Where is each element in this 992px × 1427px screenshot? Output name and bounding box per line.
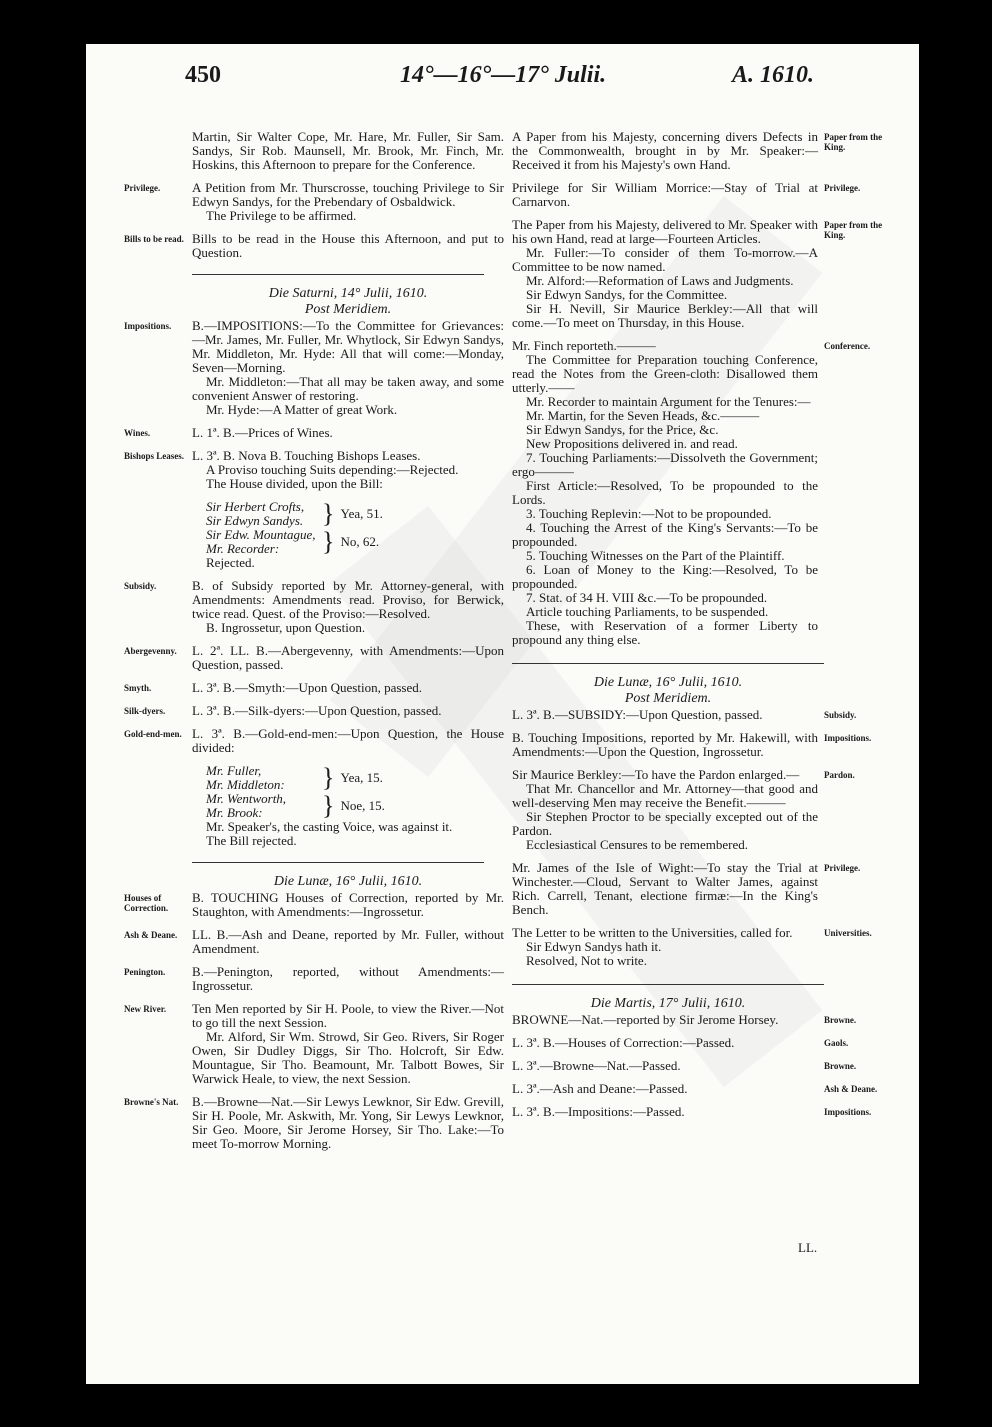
vote-name: Mr. Wentworth, <box>206 791 287 806</box>
division-vote <box>124 500 504 570</box>
text-line: 7. Stat. of 34 H. VIII &c.—To be propounded. <box>526 590 768 605</box>
text-line: B.—Browne—Nat.—Sir Lewys Lewknor, Sir Edw. Grevill, Sir H. Poole, Mr. Askwith, Mr. Yong, Sir Lewys Lewknor, Sir Geo. Moore, Sir Jerome Horsey, Sir Tho. Lake:—To meet To-morrow Morning. <box>192 1094 504 1151</box>
entry <box>512 130 884 172</box>
entry <box>512 218 884 330</box>
margin-note: Penington. <box>124 967 166 977</box>
vote-result: The Bill rejected. <box>206 833 297 848</box>
text-line: Mr. Martin, for the Seven Heads, &c.——— <box>526 408 760 423</box>
entry-text <box>192 130 504 172</box>
margin-note: Impositions. <box>824 1107 872 1117</box>
entry-text <box>512 181 818 209</box>
text-line: BROWNE—Nat.—reported by Sir Jerome Horsey. <box>512 1012 779 1027</box>
text-line: A Proviso touching Suits depending:—Rejected. <box>206 462 459 477</box>
entry-text <box>192 319 504 417</box>
entry-text <box>192 928 504 956</box>
margin-note: Privilege. <box>824 863 861 873</box>
right-column <box>512 130 884 1128</box>
day-heading: Die Lunæ, 16° Julii, 1610. <box>593 675 743 690</box>
vote-row <box>192 500 504 528</box>
left-column <box>124 130 504 1160</box>
text-line: Mr. Finch reporteth.——— <box>512 338 656 353</box>
entry-text <box>512 339 818 647</box>
text-line: The House divided, upon the Bill: <box>206 476 383 491</box>
brace: } <box>322 527 335 556</box>
margin-note: Pardon. <box>824 770 855 780</box>
entry <box>124 727 504 755</box>
text-line: B. Ingrossetur, upon Question. <box>206 620 366 635</box>
text-line: These, with Reservation of a former Liberty to propound any thing else. <box>512 618 818 647</box>
margin-note: Bills to be read. <box>124 234 184 244</box>
header-dates: 14°—16°—17° Julii. <box>400 62 607 88</box>
text-line: New Propositions delivered in. and read. <box>526 436 738 451</box>
text-line: B. of Subsidy reported by Mr. Attorney-general, with Amendments: Amendments read. Proviso, for Berwick, twice read. Quest. of the Proviso:—Resolved. <box>192 578 504 621</box>
margin-note: Gaols. <box>824 1038 849 1048</box>
text-line: Mr. Hyde:—A Matter of great Work. <box>206 402 398 417</box>
entry <box>124 426 504 440</box>
text-line: LL. B.—Ash and Deane, reported by Mr. Fuller, without Amendment. <box>192 927 504 956</box>
text-line: Martin, Sir Walter Cope, Mr. Hare, Mr. Fuller, Sir Sam. Sandys, Sir Rob. Maunsell, Mr. Brook, Mr. Finch, Mr. Hoskins, this Afternoon to prepare for the Conference. <box>192 129 504 172</box>
entry <box>124 965 504 993</box>
text-line: L. 3ª. B.—Impositions:—Passed. <box>512 1104 685 1119</box>
margin-note: Browne. <box>824 1015 857 1025</box>
entry <box>512 861 884 917</box>
entry <box>512 181 884 209</box>
brace: } <box>322 763 335 792</box>
entry-text <box>512 130 818 172</box>
text-line: 4. Touching the Arrest of the King's Servants:—To be propounded. <box>512 520 818 549</box>
text-line: Mr. Fuller:—To consider of them To-morrow.—A Committee to be now named. <box>512 245 818 274</box>
entry-text <box>192 181 504 223</box>
margin-note: Bishops Leases. <box>124 451 185 461</box>
entry-text <box>192 426 504 440</box>
margin-note: Browne's Nat. <box>124 1097 179 1107</box>
text-line: Resolved, Not to write. <box>526 953 647 968</box>
text-line: Mr. Middleton:—That all may be taken away, and some convenient Answer of restoring. <box>192 374 504 403</box>
vote-row <box>192 764 504 792</box>
brace: } <box>322 791 335 820</box>
entry-text <box>192 965 504 993</box>
entry-text <box>192 891 504 919</box>
entry-text <box>512 708 818 722</box>
text-line: L. 2ª. LL. B.—Abergevenny, with Amendments:—Upon Question, passed. <box>192 643 504 672</box>
vote-name: Mr. Brook: <box>206 805 263 820</box>
margin-note: Abergevenny. <box>124 646 177 656</box>
vote-name: Sir Herbert Crofts, <box>206 499 305 514</box>
catchword: LL. <box>798 1240 818 1255</box>
vote-count: Yea, 51. <box>340 506 383 521</box>
text-line: 6. Loan of Money to the King:—Resolved, To be propounded. <box>512 562 818 591</box>
text-line: Article touching Parliaments, to be suspended. <box>526 604 769 619</box>
section-rule <box>192 862 484 863</box>
vote-names <box>206 528 316 556</box>
text-line: B.—Penington, reported, without Amendments:—Ingrossetur. <box>192 964 504 993</box>
entry <box>124 319 504 417</box>
margin-note <box>124 130 192 172</box>
text-line: 7. Touching Parliaments:—Dissolveth the Government; ergo——— <box>512 450 818 479</box>
margin-note: Smyth. <box>124 683 152 693</box>
text-line: Sir Edwyn Sandys hath it. <box>526 939 662 954</box>
entry <box>124 181 504 223</box>
division-vote <box>124 764 504 848</box>
vote-row <box>192 792 504 820</box>
vote-name: Sir Edwyn Sandys. <box>206 513 304 528</box>
entry <box>512 768 884 852</box>
text-line: The Letter to be written to the Universities, called for. <box>512 925 793 940</box>
entry-text <box>512 926 818 968</box>
entry <box>512 731 884 759</box>
entry <box>124 130 504 172</box>
vote-count: Noe, 15. <box>340 798 385 813</box>
entry <box>512 1082 884 1096</box>
text-line: 5. Touching Witnesses on the Part of the Plaintiff. <box>526 548 785 563</box>
text-line: A Petition from Mr. Thurscrosse, touching Privilege to Sir Edwyn Sandys, for the Prebendary of Osbaldwick. <box>192 180 504 209</box>
vote-names <box>206 792 316 820</box>
entry-text <box>192 232 504 260</box>
entry <box>124 1002 504 1086</box>
entry-text <box>192 727 504 755</box>
margin-note: Gold-end-men. <box>124 729 182 739</box>
margin-note: Ash & Deane. <box>824 1084 878 1094</box>
text-line: L. 3ª. B.—Gold-end-men:—Upon Question, the House divided: <box>192 726 504 755</box>
text-line: Ten Men reported by Sir H. Poole, to view the River.—Not to go till the next Session. <box>192 1001 504 1030</box>
entry <box>124 644 504 672</box>
vote-name: Mr. Recorder: <box>206 541 280 556</box>
margin-note: Paper from the King. <box>824 132 883 152</box>
text-line: L. 3ª.—Ash and Deane:—Passed. <box>512 1081 688 1096</box>
text-line: Sir H. Nevill, Sir Maurice Berkley:—All that will come.—To meet on Thursday, in this House. <box>512 301 818 330</box>
day-subheading: Post Meridiem. <box>624 691 712 706</box>
entry-text <box>512 1082 818 1096</box>
text-line: The Paper from his Majesty, delivered to Mr. Speaker with his own Hand, read at large—Fourteen Articles. <box>512 217 818 246</box>
entry-text <box>512 1036 818 1050</box>
text-line: 3. Touching Replevin:—Not to be propounded. <box>526 506 772 521</box>
entry <box>124 579 504 635</box>
text-line: Privilege for Sir William Morrice:—Stay of Trial at Carnarvon. <box>512 180 818 209</box>
brace: } <box>322 499 335 528</box>
entry <box>124 232 504 260</box>
text-line: Mr. Alford:—Reformation of Laws and Judgments. <box>526 273 794 288</box>
text-line: B.—IMPOSITIONS:—To the Committee for Grievances:—Mr. James, Mr. Fuller, Mr. Whytlock, Sir Edwyn Sandys, Mr. Middleton, Mr. Hyde: All that will come:—Monday, Seven—Morning. <box>192 318 504 375</box>
text-line: L. 1ª. B.—Prices of Wines. <box>192 425 333 440</box>
section-rule <box>512 984 824 985</box>
text-line: Bills to be read in the House this Afternoon, and put to Question. <box>192 231 504 260</box>
text-line: L. 3ª. B.—SUBSIDY:—Upon Question, passed. <box>512 707 763 722</box>
day-heading: Die Saturni, 14° Julii, 1610. <box>268 286 428 301</box>
day-heading: Die Martis, 17° Julii, 1610. <box>590 996 746 1011</box>
vote-names <box>206 764 316 792</box>
margin-note: Silk-dyers. <box>124 706 166 716</box>
margin-note: Houses of Correction. <box>124 893 169 913</box>
text-line: Mr. James of the Isle of Wight:—To stay the Trial at Winchester.—Cloud, Servant to Walter James, against Rich. Carrell, Tenant, electione firmæ:—In the King's Bench. <box>512 860 818 917</box>
day-heading: Die Lunæ, 16° Julii, 1610. <box>273 874 423 889</box>
entry-text <box>512 1059 818 1073</box>
vote-result: Rejected. <box>206 555 255 570</box>
text-line: Sir Stephen Proctor to be specially excepted out of the Pardon. <box>512 809 818 838</box>
margin-note: Subsidy. <box>124 581 157 591</box>
entry-text <box>512 1013 818 1027</box>
entry <box>124 891 504 919</box>
text-line: Mr. Recorder to maintain Argument for the Tenures:— <box>526 394 811 409</box>
entry-text <box>192 644 504 672</box>
text-line: First Article:—Resolved, To be propounded to the Lords. <box>512 478 818 507</box>
margin-note: Universities. <box>824 928 872 938</box>
entry <box>512 1105 884 1119</box>
entry <box>124 449 504 491</box>
entry-text <box>512 731 818 759</box>
entry <box>124 1095 504 1151</box>
text-line: L. 3ª. B.—Silk-dyers:—Upon Question, passed. <box>192 703 442 718</box>
entry-text <box>192 681 504 695</box>
text-line: The Committee for Preparation touching Conference, read the Notes from the Green-cloth: Disallowed them utterly.—— <box>512 352 818 395</box>
text-line: L. 3ª. B.—Smyth:—Upon Question, passed. <box>192 680 423 695</box>
day-subheading: Post Meridiem. <box>304 302 392 317</box>
page-number: 450 <box>185 62 221 88</box>
margin-note: Ash & Deane. <box>124 930 178 940</box>
entry <box>512 1059 884 1073</box>
header-year: A. 1610. <box>732 62 815 88</box>
vote-names <box>206 500 316 528</box>
margin-note: Privilege. <box>124 183 161 193</box>
vote-name: Mr. Middleton: <box>206 777 285 792</box>
entry-text <box>192 1002 504 1086</box>
entry <box>512 708 884 722</box>
margin-note: Conference. <box>824 341 871 351</box>
text-line: B. Touching Impositions, reported by Mr. Hakewill, with Amendments:—Upon the Question, Ingrossetur. <box>512 730 818 759</box>
margin-note: Privilege. <box>824 183 861 193</box>
entry-text <box>192 1095 504 1151</box>
section-rule <box>192 274 484 275</box>
margin-note: Browne. <box>824 1061 857 1071</box>
entry-text <box>192 579 504 635</box>
entry <box>124 704 504 718</box>
text-line: The Privilege to be affirmed. <box>206 208 357 223</box>
vote-result: Mr. Speaker's, the casting Voice, was against it. <box>206 819 453 834</box>
vote-name: Sir Edw. Mountague, <box>206 527 316 542</box>
text-line: L. 3ª. B. Nova B. Touching Bishops Leases. <box>192 448 421 463</box>
margin-note: Wines. <box>124 428 151 438</box>
entry <box>512 926 884 968</box>
text-line: L. 3ª.—Browne—Nat.—Passed. <box>512 1058 681 1073</box>
entry <box>512 1036 884 1050</box>
vote-count: Yea, 15. <box>340 770 383 785</box>
text-line: Mr. Alford, Sir Wm. Strowd, Sir Geo. Rivers, Sir Roger Owen, Sir Dudley Diggs, Sir Tho. Holcroft, Sir Edw. Mountague, Sir Tho. Beamount, Mr. Talbott Bowes, Sir Warwick Heale, to view, the next Session. <box>192 1029 504 1086</box>
vote-count: No, 62. <box>340 534 380 549</box>
text-line: Sir Edwyn Sandys, for the Committee. <box>526 287 728 302</box>
margin-note: New River. <box>124 1004 167 1014</box>
entry-text <box>192 704 504 718</box>
section-rule <box>512 663 824 664</box>
entry <box>124 681 504 695</box>
entry <box>512 339 884 647</box>
text-line: Ecclesiastical Censures to be remembered. <box>526 837 748 852</box>
vote-name: Mr. Fuller, <box>206 763 262 778</box>
text-line: Sir Edwyn Sandys, for the Price, &c. <box>526 422 719 437</box>
text-line: Sir Maurice Berkley:—To have the Pardon enlarged.— <box>512 767 800 782</box>
vote-row <box>192 528 504 556</box>
entry-text <box>512 861 818 917</box>
text-line: L. 3ª. B.—Houses of Correction:—Passed. <box>512 1035 735 1050</box>
text-line: B. TOUCHING Houses of Correction, reported by Mr. Staughton, with Amendments:—Ingrossetur. <box>192 890 504 919</box>
entry-text <box>512 768 818 852</box>
entry-text <box>512 218 818 330</box>
margin-note: Paper from the King. <box>824 220 883 240</box>
entry-text <box>512 1105 818 1119</box>
text-line: A Paper from his Majesty, concerning divers Defects in the Commonwealth, brought in by Mr. Speaker:—Received it from his Majesty's own Hand. <box>512 129 818 172</box>
margin-note: Subsidy. <box>824 710 857 720</box>
entry-text <box>192 449 504 491</box>
margin-note: Impositions. <box>824 733 872 743</box>
entry <box>512 1013 884 1027</box>
entry <box>124 928 504 956</box>
margin-note: Impositions. <box>124 321 172 331</box>
text-line: That Mr. Chancellor and Mr. Attorney—that good and well-deserving Men may receive the Benefit.——— <box>512 781 818 810</box>
